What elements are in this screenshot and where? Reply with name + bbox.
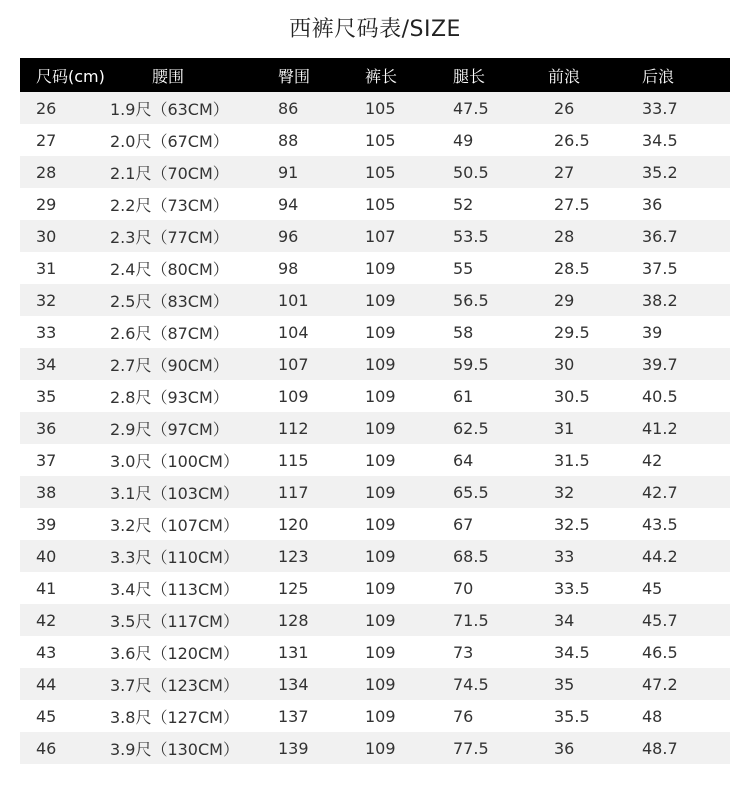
table-row bbox=[20, 572, 730, 604]
table-row bbox=[20, 732, 730, 764]
cell-back-rise: 48 bbox=[642, 706, 663, 726]
cell-front-rise: 26.5 bbox=[554, 130, 590, 150]
cell-leg-length: 71.5 bbox=[453, 610, 489, 630]
cell-back-rise: 33.7 bbox=[642, 98, 678, 118]
cell-pants-length: 105 bbox=[365, 130, 396, 150]
cell-waist: 3.6尺（120CM） bbox=[110, 643, 239, 663]
cell-leg-length: 59.5 bbox=[453, 354, 489, 374]
cell-pants-length: 105 bbox=[365, 194, 396, 214]
cell-waist: 2.5尺（83CM） bbox=[110, 291, 229, 311]
table-header-row bbox=[20, 58, 730, 92]
cell-front-rise: 33 bbox=[554, 546, 575, 566]
cell-back-rise: 42 bbox=[642, 450, 663, 470]
cell-size: 32 bbox=[36, 290, 57, 310]
cell-pants-length: 109 bbox=[365, 642, 396, 662]
cell-waist: 2.1尺（70CM） bbox=[110, 163, 229, 183]
cell-leg-length: 73 bbox=[453, 642, 474, 662]
cell-size: 45 bbox=[36, 706, 57, 726]
cell-back-rise: 39 bbox=[642, 322, 663, 342]
cell-size: 39 bbox=[36, 514, 57, 534]
cell-front-rise: 27.5 bbox=[554, 194, 590, 214]
cell-hip: 101 bbox=[278, 290, 309, 310]
cell-front-rise: 33.5 bbox=[554, 578, 590, 598]
cell-hip: 137 bbox=[278, 706, 309, 726]
cell-front-rise: 34.5 bbox=[554, 642, 590, 662]
cell-size: 26 bbox=[36, 98, 57, 118]
cell-front-rise: 27 bbox=[554, 162, 575, 182]
cell-back-rise: 39.7 bbox=[642, 354, 678, 374]
table-row bbox=[20, 220, 730, 252]
cell-pants-length: 105 bbox=[365, 162, 396, 182]
cell-leg-length: 61 bbox=[453, 386, 474, 406]
cell-size: 44 bbox=[36, 674, 57, 694]
cell-back-rise: 45 bbox=[642, 578, 663, 598]
cell-back-rise: 44.2 bbox=[642, 546, 678, 566]
cell-waist: 3.0尺（100CM） bbox=[110, 451, 239, 471]
table-row bbox=[20, 668, 730, 700]
cell-hip: 125 bbox=[278, 578, 309, 598]
cell-leg-length: 64 bbox=[453, 450, 474, 470]
cell-hip: 107 bbox=[278, 354, 309, 374]
cell-waist: 3.8尺（127CM） bbox=[110, 707, 239, 727]
cell-pants-length: 109 bbox=[365, 450, 396, 470]
cell-leg-length: 50.5 bbox=[453, 162, 489, 182]
cell-size: 40 bbox=[36, 546, 57, 566]
cell-front-rise: 29 bbox=[554, 290, 575, 310]
cell-back-rise: 36 bbox=[642, 194, 663, 214]
cell-waist: 2.4尺（80CM） bbox=[110, 259, 229, 279]
header-hip: 臀围 bbox=[278, 66, 311, 86]
cell-size: 33 bbox=[36, 322, 57, 342]
cell-back-rise: 36.7 bbox=[642, 226, 678, 246]
cell-leg-length: 49 bbox=[453, 130, 474, 150]
cell-size: 31 bbox=[36, 258, 57, 278]
cell-leg-length: 62.5 bbox=[453, 418, 489, 438]
cell-hip: 96 bbox=[278, 226, 299, 246]
cell-hip: 104 bbox=[278, 322, 309, 342]
cell-waist: 3.2尺（107CM） bbox=[110, 515, 239, 535]
header-leg-length: 腿长 bbox=[453, 66, 486, 86]
cell-pants-length: 109 bbox=[365, 546, 396, 566]
cell-hip: 139 bbox=[278, 738, 309, 758]
table-row bbox=[20, 444, 730, 476]
header-front-rise: 前浪 bbox=[548, 66, 581, 86]
cell-waist: 3.1尺（103CM） bbox=[110, 483, 239, 503]
cell-size: 28 bbox=[36, 162, 57, 182]
cell-front-rise: 30.5 bbox=[554, 386, 590, 406]
table-row bbox=[20, 92, 730, 124]
cell-waist: 2.8尺（93CM） bbox=[110, 387, 229, 407]
cell-back-rise: 40.5 bbox=[642, 386, 678, 406]
cell-leg-length: 67 bbox=[453, 514, 474, 534]
cell-waist: 2.2尺（73CM） bbox=[110, 195, 229, 215]
cell-waist: 2.0尺（67CM） bbox=[110, 131, 229, 151]
cell-pants-length: 105 bbox=[365, 98, 396, 118]
header-pants-length: 裤长 bbox=[365, 66, 398, 86]
cell-pants-length: 109 bbox=[365, 354, 396, 374]
cell-size: 35 bbox=[36, 386, 57, 406]
cell-pants-length: 109 bbox=[365, 738, 396, 758]
cell-hip: 128 bbox=[278, 610, 309, 630]
cell-front-rise: 26 bbox=[554, 98, 575, 118]
cell-pants-length: 109 bbox=[365, 322, 396, 342]
header-back-rise: 后浪 bbox=[642, 66, 675, 86]
cell-back-rise: 46.5 bbox=[642, 642, 678, 662]
table-row bbox=[20, 124, 730, 156]
cell-leg-length: 55 bbox=[453, 258, 474, 278]
cell-leg-length: 52 bbox=[453, 194, 474, 214]
cell-front-rise: 35 bbox=[554, 674, 575, 694]
cell-front-rise: 30 bbox=[554, 354, 575, 374]
table-row bbox=[20, 604, 730, 636]
header-waist: 腰围 bbox=[152, 66, 185, 86]
cell-size: 27 bbox=[36, 130, 57, 150]
cell-waist: 2.9尺（97CM） bbox=[110, 419, 229, 439]
cell-hip: 88 bbox=[278, 130, 299, 150]
cell-front-rise: 35.5 bbox=[554, 706, 590, 726]
table-row bbox=[20, 508, 730, 540]
cell-leg-length: 47.5 bbox=[453, 98, 489, 118]
cell-hip: 98 bbox=[278, 258, 299, 278]
cell-pants-length: 107 bbox=[365, 226, 396, 246]
page-title: 西裤尺码表/SIZE bbox=[289, 17, 461, 42]
cell-front-rise: 34 bbox=[554, 610, 575, 630]
cell-pants-length: 109 bbox=[365, 514, 396, 534]
cell-leg-length: 68.5 bbox=[453, 546, 489, 566]
cell-pants-length: 109 bbox=[365, 258, 396, 278]
cell-size: 36 bbox=[36, 418, 57, 438]
cell-front-rise: 28.5 bbox=[554, 258, 590, 278]
cell-leg-length: 70 bbox=[453, 578, 474, 598]
cell-back-rise: 41.2 bbox=[642, 418, 678, 438]
cell-leg-length: 58 bbox=[453, 322, 474, 342]
cell-hip: 134 bbox=[278, 674, 309, 694]
cell-pants-length: 109 bbox=[365, 418, 396, 438]
cell-back-rise: 34.5 bbox=[642, 130, 678, 150]
cell-hip: 94 bbox=[278, 194, 299, 214]
cell-front-rise: 28 bbox=[554, 226, 575, 246]
cell-hip: 115 bbox=[278, 450, 309, 470]
table-row bbox=[20, 284, 730, 316]
cell-back-rise: 38.2 bbox=[642, 290, 678, 310]
cell-leg-length: 76 bbox=[453, 706, 474, 726]
cell-hip: 131 bbox=[278, 642, 309, 662]
cell-hip: 91 bbox=[278, 162, 299, 182]
cell-pants-length: 109 bbox=[365, 482, 396, 502]
cell-waist: 2.6尺（87CM） bbox=[110, 323, 229, 343]
cell-leg-length: 65.5 bbox=[453, 482, 489, 502]
cell-leg-length: 74.5 bbox=[453, 674, 489, 694]
cell-back-rise: 37.5 bbox=[642, 258, 678, 278]
cell-front-rise: 31 bbox=[554, 418, 575, 438]
cell-size: 37 bbox=[36, 450, 57, 470]
table-row bbox=[20, 188, 730, 220]
cell-front-rise: 29.5 bbox=[554, 322, 590, 342]
cell-hip: 86 bbox=[278, 98, 299, 118]
table-row bbox=[20, 380, 730, 412]
cell-hip: 117 bbox=[278, 482, 309, 502]
cell-size: 38 bbox=[36, 482, 57, 502]
table-row bbox=[20, 348, 730, 380]
cell-pants-length: 109 bbox=[365, 610, 396, 630]
cell-leg-length: 77.5 bbox=[453, 738, 489, 758]
cell-back-rise: 42.7 bbox=[642, 482, 678, 502]
cell-hip: 120 bbox=[278, 514, 309, 534]
table-row bbox=[20, 700, 730, 732]
cell-pants-length: 109 bbox=[365, 578, 396, 598]
cell-waist: 1.9尺（63CM） bbox=[110, 99, 229, 119]
cell-size: 41 bbox=[36, 578, 57, 598]
cell-waist: 2.3尺（77CM） bbox=[110, 227, 229, 247]
table-row bbox=[20, 476, 730, 508]
table-row bbox=[20, 540, 730, 572]
cell-back-rise: 47.2 bbox=[642, 674, 678, 694]
cell-waist: 3.4尺（113CM） bbox=[110, 579, 239, 599]
cell-pants-length: 109 bbox=[365, 386, 396, 406]
cell-front-rise: 31.5 bbox=[554, 450, 590, 470]
cell-waist: 3.5尺（117CM） bbox=[110, 611, 239, 631]
cell-hip: 123 bbox=[278, 546, 309, 566]
cell-front-rise: 32.5 bbox=[554, 514, 590, 534]
cell-waist: 2.7尺（90CM） bbox=[110, 355, 229, 375]
cell-size: 29 bbox=[36, 194, 57, 214]
table-body bbox=[20, 92, 730, 764]
cell-pants-length: 109 bbox=[365, 290, 396, 310]
cell-front-rise: 36 bbox=[554, 738, 575, 758]
cell-back-rise: 43.5 bbox=[642, 514, 678, 534]
cell-hip: 109 bbox=[278, 386, 309, 406]
cell-pants-length: 109 bbox=[365, 706, 396, 726]
cell-leg-length: 53.5 bbox=[453, 226, 489, 246]
cell-back-rise: 35.2 bbox=[642, 162, 678, 182]
cell-hip: 112 bbox=[278, 418, 309, 438]
table-row bbox=[20, 316, 730, 348]
cell-back-rise: 45.7 bbox=[642, 610, 678, 630]
cell-size: 42 bbox=[36, 610, 57, 630]
cell-back-rise: 48.7 bbox=[642, 738, 678, 758]
table-row bbox=[20, 252, 730, 284]
cell-size: 30 bbox=[36, 226, 57, 246]
table-row bbox=[20, 156, 730, 188]
cell-front-rise: 32 bbox=[554, 482, 575, 502]
cell-leg-length: 56.5 bbox=[453, 290, 489, 310]
cell-waist: 3.9尺（130CM） bbox=[110, 739, 239, 759]
cell-waist: 3.7尺（123CM） bbox=[110, 675, 239, 695]
table-row bbox=[20, 412, 730, 444]
cell-waist: 3.3尺（110CM） bbox=[110, 547, 239, 567]
cell-size: 46 bbox=[36, 738, 57, 758]
size-chart-table bbox=[20, 58, 730, 764]
header-size: 尺码(cm) bbox=[36, 66, 105, 86]
table-row bbox=[20, 636, 730, 668]
cell-pants-length: 109 bbox=[365, 674, 396, 694]
cell-size: 34 bbox=[36, 354, 57, 374]
cell-size: 43 bbox=[36, 642, 57, 662]
